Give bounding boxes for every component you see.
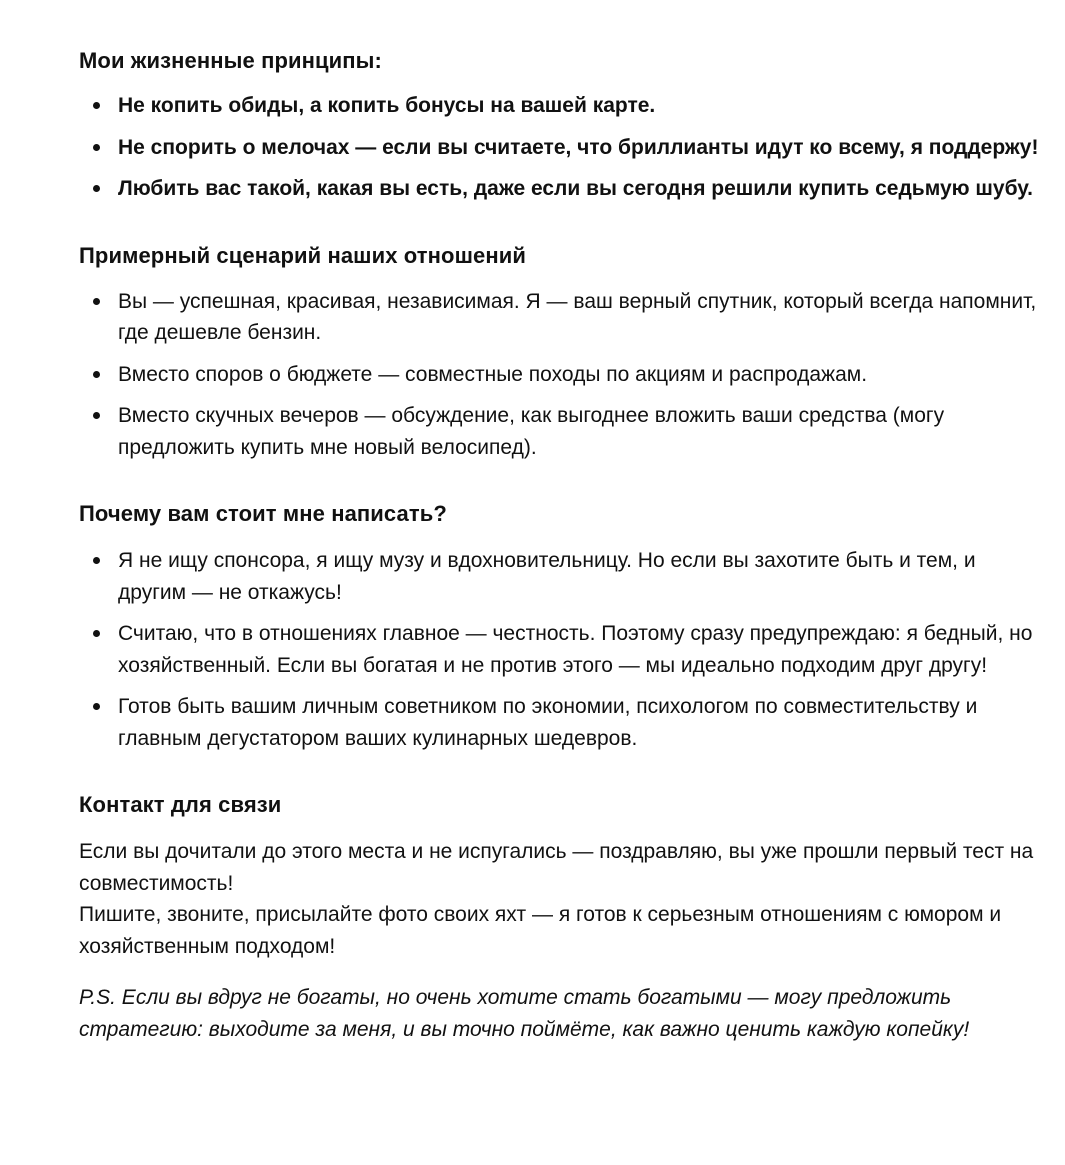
list-item-text: Считаю, что в отношениях главное — честность. Поэтому сразу предупреждаю: я бедный, но хозяйственный. Если вы богатая и не против этого — мы идеально подходим друг другу! [118, 622, 1033, 677]
bullet-icon [93, 298, 100, 305]
list-item-text: Вы — успешная, красивая, независимая. Я — ваш верный спутник, который всегда напомнит, где дешевле бензин. [118, 289, 1037, 344]
bullet-icon [93, 557, 100, 564]
bullet-icon [93, 144, 100, 151]
list-item-text: Не спорить о мелочах — если вы считаете, что бриллианты идут ко всему, я поддержу! [118, 135, 1039, 159]
principles-heading: Мои жизненные принципы: [79, 48, 382, 73]
list-item-text: Любить вас такой, какая вы есть, даже если вы сегодня решили купить седьмую шубу. [118, 177, 1033, 200]
why-heading: Почему вам стоит мне написать? [79, 501, 447, 526]
contact-text [79, 836, 1039, 962]
bullet-icon [93, 371, 100, 378]
list-item [79, 286, 1039, 349]
list-item [79, 545, 1039, 608]
list-item [79, 400, 1039, 463]
list-item-text: Не копить обиды, а копить бонусы на вашей карте. [118, 94, 656, 117]
list-item [79, 132, 1039, 164]
list-item-text: Готов быть вашим личным советником по экономии, психологом по совместительству и главным дегустатором ваших кулинарных шедевров. [118, 695, 978, 750]
list-item-text: Вместо споров о бюджете — совместные походы по акциям и распродажам. [118, 362, 868, 386]
document-page [79, 0, 1039, 1045]
list-item [79, 691, 1039, 754]
list-item [79, 618, 1039, 681]
list-item [79, 173, 1039, 205]
list-item [79, 90, 1039, 122]
contact-paragraph-1: Если вы дочитали до этого места и не испугались — поздравляю, вы уже прошли первый тест на совместимость! [79, 840, 1034, 895]
bullet-icon [93, 102, 100, 109]
bullet-icon [93, 703, 100, 710]
principles-list [79, 90, 1039, 205]
list-item [79, 359, 1039, 391]
contact-paragraph-2: Пишите, звоните, присылайте фото своих яхт — я готов к серьезным отношениям с юмором и хозяйственным подходом! [79, 903, 1002, 958]
scenario-heading: Примерный сценарий наших отношений [79, 242, 526, 268]
list-item-text: Вместо скучных вечеров — обсуждение, как выгоднее вложить ваши средства (могу предложить купить мне новый велосипед). [118, 404, 945, 459]
list-item-text: Я не ищу спонсора, я ищу музу и вдохновительницу. Но если вы захотите быть и тем, и другим — не откажусь! [118, 549, 976, 604]
bullet-icon [93, 412, 100, 419]
bullet-icon [93, 630, 100, 637]
bullet-icon [93, 185, 100, 192]
contact-heading: Контакт для связи [79, 792, 282, 817]
why-list [79, 545, 1039, 754]
scenario-list [79, 286, 1039, 464]
postscript: P.S. Если вы вдруг не богаты, но очень хотите стать богатыми — могу предложить стратегию: выходите за меня, и вы точно поймёте, как важно ценить каждую копейку! [79, 986, 970, 1041]
